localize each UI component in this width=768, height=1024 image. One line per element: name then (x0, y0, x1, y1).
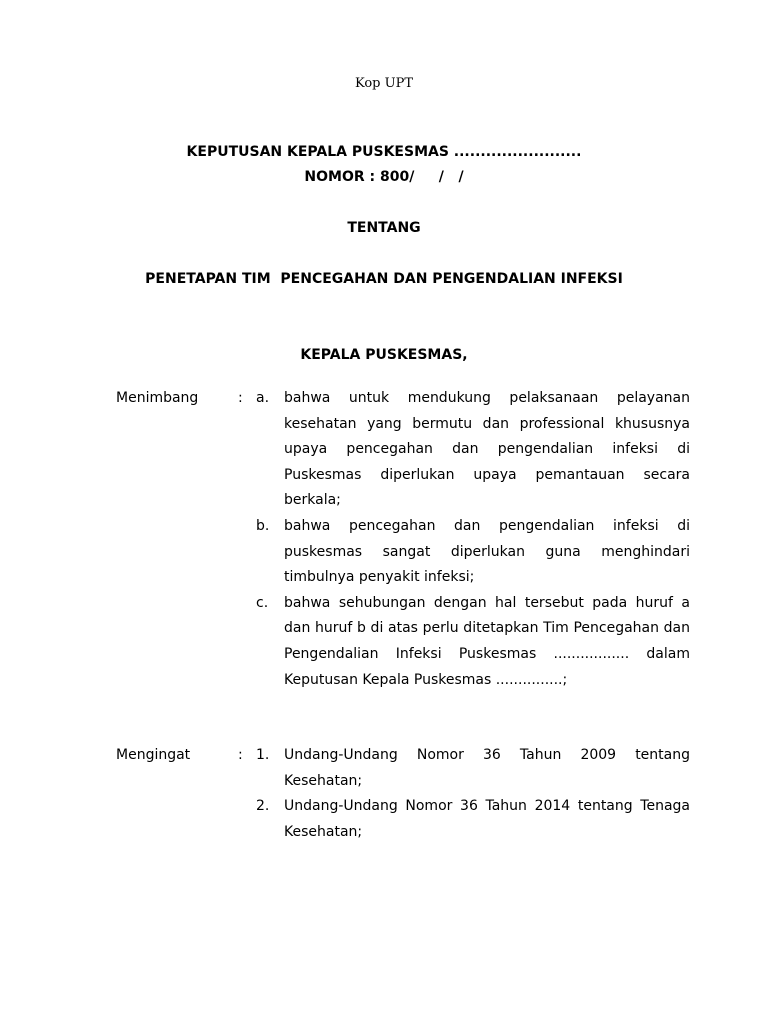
mengingat-items (256, 743, 690, 845)
menimbang-colon: : (238, 390, 243, 406)
menimbang-label: Menimbang (116, 390, 199, 406)
decree-subject: PENETAPAN TIM PENCEGAHAN DAN PENGENDALIAN INFEKSI (145, 271, 623, 287)
item-text: bahwa untuk mendukung pelaksanaan pelayanan kesehatan yang bermutu dan professional khususnya upaya pencegahan dan pengendalian infeksi di Puskesmas diperlukan upaya pemantauan secara berkala; (284, 390, 690, 509)
item-marker: b. (256, 517, 270, 534)
list-item (256, 386, 690, 514)
menimbang-items (256, 386, 690, 693)
item-text: bahwa sehubungan dengan hal tersebut pada huruf a dan huruf b di atas perlu ditetapkan Tim Pencegahan dan Pengendalian Infeksi Puskesmas ................. dalam Keputusan Kepala Puskesmas ...............; (284, 594, 690, 688)
item-text: bahwa pencegahan dan pengendalian infeksi di puskesmas sangat diperlukan guna menghindari timbulnya penyakit infeksi; (284, 517, 690, 586)
kop-upt: Kop UPT (354, 76, 414, 91)
item-marker: 1. (256, 747, 270, 763)
item-text: Undang-Undang Nomor 36 Tahun 2014 tentang Tenaga Kesehatan; (284, 798, 690, 840)
list-item (256, 514, 690, 591)
item-marker: a. (256, 390, 270, 406)
list-item (256, 743, 690, 794)
tentang-heading: TENTANG (347, 220, 421, 236)
item-marker: 2. (256, 798, 270, 815)
mengingat-section (116, 743, 690, 845)
list-item (256, 794, 690, 845)
mengingat-label: Mengingat (116, 747, 191, 763)
list-item (256, 591, 690, 693)
official-title: KEPALA PUSKESMAS, (300, 347, 468, 363)
item-text: Undang-Undang Nomor 36 Tahun 2009 tentang Kesehatan; (284, 747, 690, 789)
decree-number: NOMOR : 800/ / / (304, 169, 464, 185)
item-marker: c. (256, 594, 269, 611)
mengingat-colon: : (238, 747, 243, 763)
menimbang-section (116, 386, 690, 693)
decree-title: KEPUTUSAN KEPALA PUSKESMAS ........................ (186, 144, 582, 160)
